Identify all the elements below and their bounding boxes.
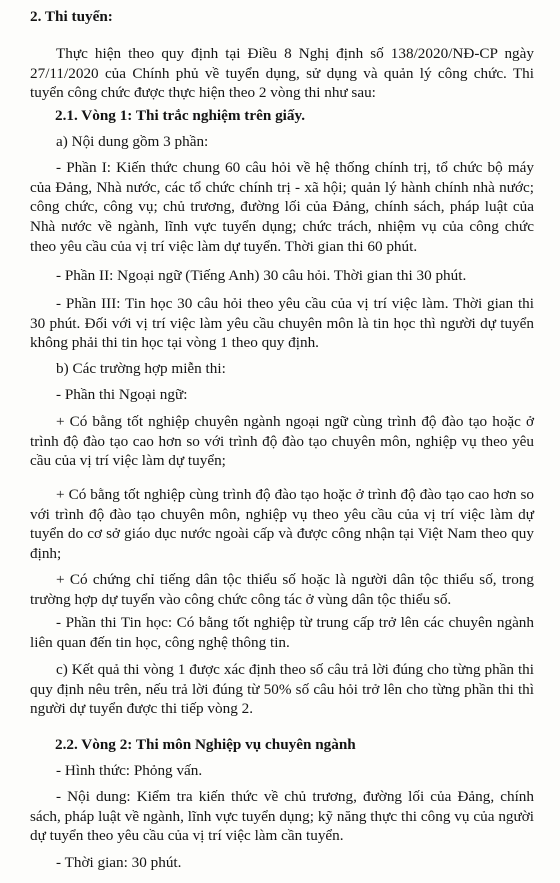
foreign-exempt-title: - Phần thi Ngoại ngữ: xyxy=(56,386,188,403)
part-2-paragraph: - Phần II: Ngoại ngữ (Tiếng Anh) 30 câu hỏi. Thời gian thi 30 phút. xyxy=(56,267,467,284)
item-a-title: a) Nội dung gồm 3 phần: xyxy=(56,133,209,150)
content-paragraph: - Nội dung: Kiểm tra kiến thức về chủ trương, đường lối của Đảng, chính sách, pháp luật về ngành, lĩnh vực tuyển dụng; kỹ năng thực thi công vụ của người dự tuyển theo yêu cầu của vị trí việc làm cần tuyển. xyxy=(30,788,534,845)
part-3-paragraph: - Phần III: Tin học 30 câu hỏi theo yêu cầu của vị trí việc làm. Thời gian thi 30 phút. Đối với vị trí việc làm yêu cầu chuyên môn là tin học thì người dự tuyển không phải thi tin học tại vòng 1 theo quy định. xyxy=(30,295,534,352)
it-exempt-paragraph: - Phần thi Tin học: Có bằng tốt nghiệp từ trung cấp trở lên các chuyên ngành liên quan đến tin học, công nghệ thông tin. xyxy=(30,614,534,651)
foreign-exempt-1: + Có bằng tốt nghiệp chuyên ngành ngoại ngữ cùng trình độ đào tạo hoặc ở trình độ đào tạo cao hơn so với trình độ đào tạo chuyên môn, nghiệp vụ theo yêu cầu của vị trí việc làm dự tuyển; xyxy=(30,413,534,470)
foreign-exempt-2: + Có bằng tốt nghiệp cùng trình độ đào tạo hoặc ở trình độ đào tạo cao hơn so với trình độ đào tạo chuyên môn, nghiệp vụ theo yêu cầu của vị trí việc làm dự tuyển do cơ sở giáo dục nước ngoài cấp và được công nhận tại Việt Nam theo quy định; xyxy=(30,486,534,563)
part-1-paragraph: - Phần I: Kiến thức chung 60 câu hỏi về hệ thống chính trị, tổ chức bộ máy của Đảng, Nhà nước, các tổ chức chính trị - xã hội; quản lý hành chính nhà nước; công chức, công vụ; chủ trương, đường lối của Đảng, chính sách, pháp luật của Nhà nước về ngành, lĩnh vực tuyển dụng; chức trách, nhiệm vụ của công chức theo yêu cầu của vị trí việc làm dự tuyển. Thời gian thi 60 phút. xyxy=(30,159,534,255)
section-heading-2-2: 2.2. Vòng 2: Thi môn Nghiệp vụ chuyên ngành xyxy=(55,736,356,753)
time-paragraph: - Thời gian: 30 phút. xyxy=(56,854,182,871)
item-b-title: b) Các trường hợp miễn thi: xyxy=(56,360,226,377)
section-heading-2: 2. Thi tuyển: xyxy=(30,8,113,25)
item-c-paragraph: c) Kết quả thi vòng 1 được xác định theo số câu trả lời đúng cho từng phần thi quy định nêu trên, nếu trả lời đúng từ 50% số câu hỏi trở lên cho từng phần thi thì người dự tuyển được thi tiếp vòng 2. xyxy=(30,661,534,718)
foreign-exempt-3: + Có chứng chỉ tiếng dân tộc thiểu số hoặc là người dân tộc thiểu số, trong trường hợp dự tuyển vào công chức công tác ở vùng dân tộc thiểu số. xyxy=(30,571,534,608)
form-paragraph: - Hình thức: Phỏng vấn. xyxy=(56,762,203,779)
intro-paragraph: Thực hiện theo quy định tại Điều 8 Nghị định số 138/2020/NĐ-CP ngày 27/11/2020 của Chính phủ về tuyển dụng, sử dụng và quản lý công chức. Thi tuyển công chức được thực hiện theo 2 vòng thi như sau: xyxy=(30,45,534,102)
section-heading-2-1: 2.1. Vòng 1: Thi trắc nghiệm trên giấy. xyxy=(55,107,306,124)
